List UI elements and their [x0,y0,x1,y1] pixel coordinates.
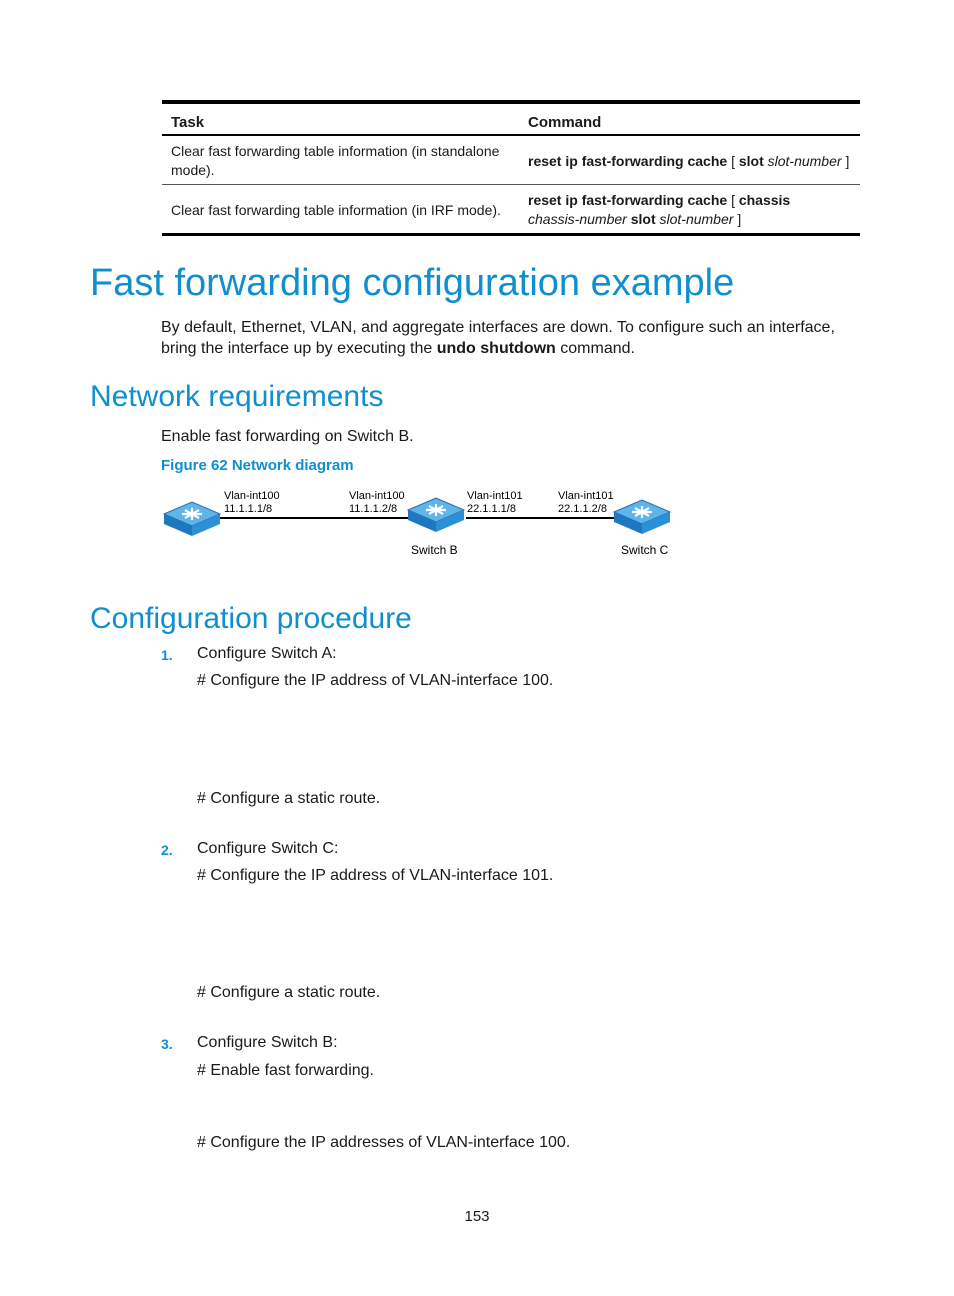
command-cell: reset ip fast-forwarding cache [ chassis chassis-number slot slot-number ] [519,185,860,235]
step-text: Configure Switch C: [197,840,339,857]
figure-caption: Figure 62 Network diagram [161,457,354,474]
iface-ip: 11.1.1.2/8 [349,503,398,515]
header-task: Task [162,102,519,135]
step-text: Configure Switch B: [197,1034,338,1051]
iface-ip: 22.1.1.2/8 [558,503,607,515]
network-diagram [160,484,680,564]
header-command: Command [519,102,860,135]
step-number: 2. [161,842,173,858]
iface-label: Vlan-int100 [349,490,405,502]
switch-b-icon [408,498,464,532]
iface-label: Vlan-int101 [467,490,523,502]
config-comment: # Enable fast forwarding. [197,1062,374,1079]
step-number: 1. [161,647,173,663]
switch-c-icon [614,500,670,534]
config-comment: # Configure a static route. [197,984,381,1001]
switch-a-icon [164,502,220,536]
device-label: Switch B [411,543,458,557]
config-comment: # Configure a static route. [197,790,381,807]
requirements-text: Enable fast forwarding on Switch B. [161,428,414,445]
table-row [162,185,860,235]
task-cell: Clear fast forwarding table information (in standalone mode). [162,135,519,185]
table-row [162,135,860,185]
table-header-row [162,102,860,135]
task-cell: Clear fast forwarding table information (in IRF mode). [162,185,519,235]
configuration-procedure-heading: Configuration procedure [90,602,412,635]
iface-label: Vlan-int100 [224,490,280,502]
config-comment: # Configure the IP address of VLAN-interface 101. [197,867,554,884]
config-comment: # Configure the IP addresses of VLAN-interface 100. [197,1134,571,1151]
iface-ip: 11.1.1.1/8 [224,503,273,515]
step-number: 3. [161,1036,173,1052]
iface-ip: 22.1.1.1/8 [467,503,516,515]
iface-label: Vlan-int101 [558,490,614,502]
config-comment: # Configure the IP address of VLAN-interface 100. [197,672,554,689]
step-text: Configure Switch A: [197,645,337,662]
page-number: 153 [464,1208,490,1225]
device-label: Switch C [621,543,669,557]
network-requirements-heading: Network requirements [90,380,384,413]
page-title: Fast forwarding configuration example [90,262,735,304]
command-cell: reset ip fast-forwarding cache [ slot slot-number ] [519,135,860,185]
intro-paragraph: By default, Ethernet, VLAN, and aggregate interfaces are down. To configure such an interface, bring the interface up by executing the undo shutdown command. [161,319,835,357]
command-table [162,100,860,236]
